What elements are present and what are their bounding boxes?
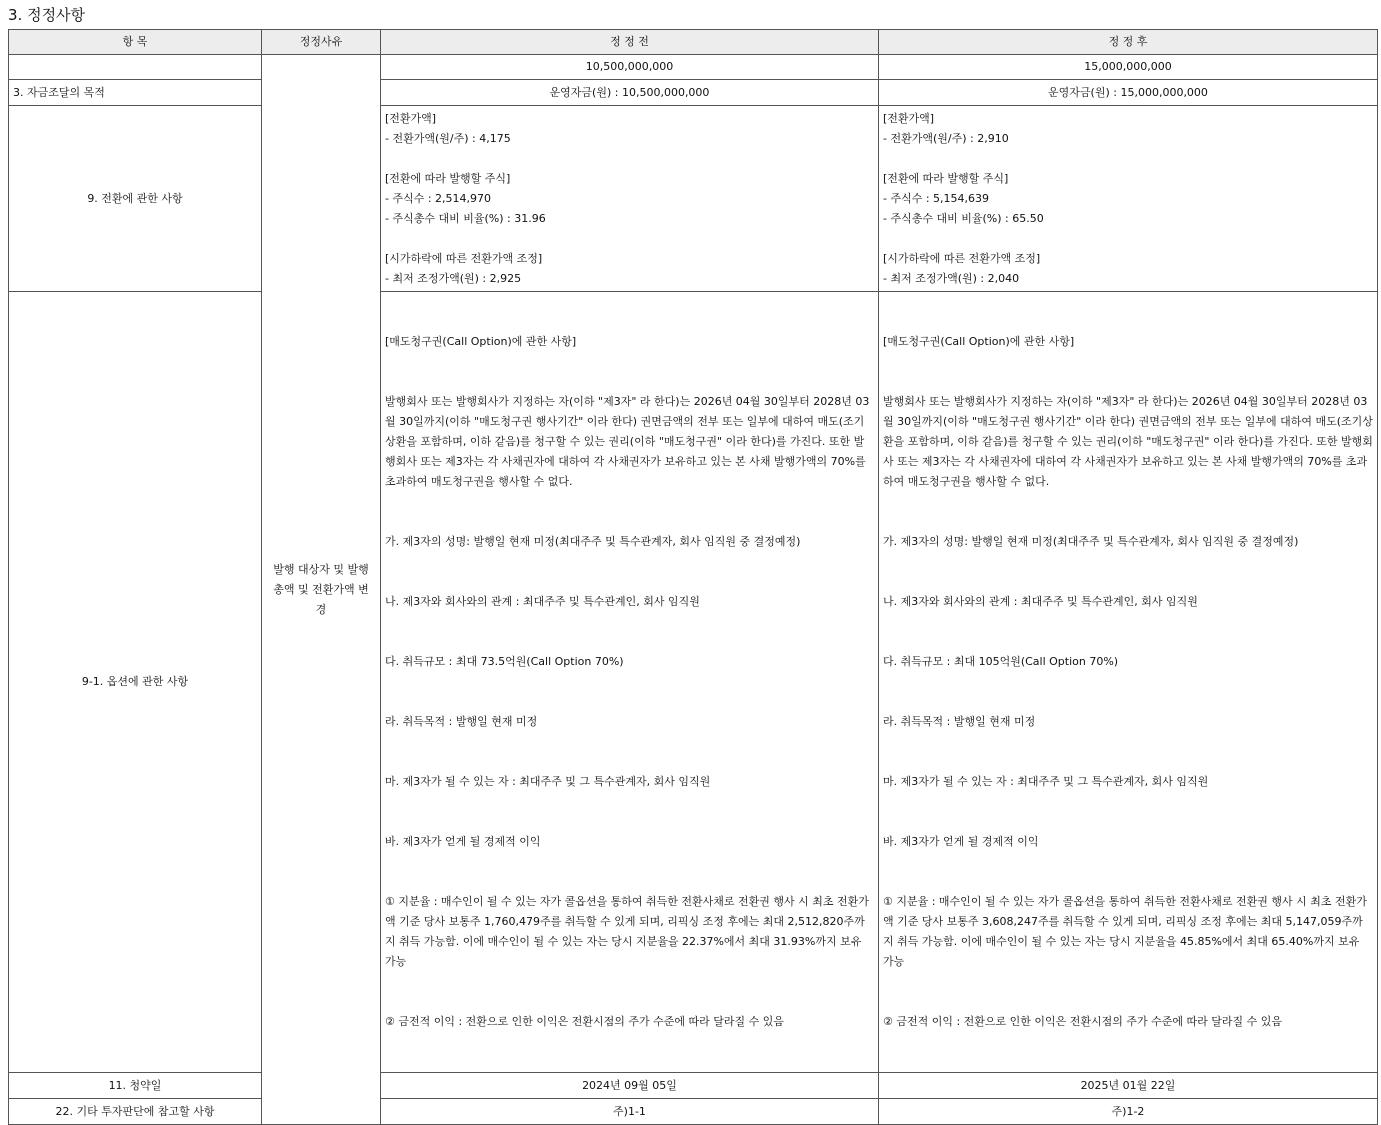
item-conversion: 9. 전환에 관한 사항 bbox=[9, 106, 262, 292]
option-ma: 마. 제3자가 될 수 있는 자 : 최대주주 및 그 특수관계자, 회사 임직원 bbox=[385, 775, 711, 788]
table-row-conversion bbox=[9, 106, 1378, 292]
option-ma: 마. 제3자가 될 수 있는 자 : 최대주주 및 그 특수관계자, 회사 임직원 bbox=[883, 775, 1209, 788]
table-row-amount bbox=[9, 55, 1378, 80]
option-na: 나. 제3자와 회사와의 관계 : 최대주주 및 특수관계인, 회사 임직원 bbox=[385, 595, 700, 608]
option-benefit-2: ② 금전적 이익 : 전환으로 인한 이익은 전환시점의 주가 수준에 따라 달라질 수 있음 bbox=[385, 1015, 785, 1028]
header-item: 항 목 bbox=[9, 30, 262, 55]
conversion-ratio: - 주식총수 대비 비율(%) : 65.50 bbox=[883, 211, 1044, 225]
after-conversion bbox=[879, 106, 1378, 292]
option-benefit-1: ① 지분율 : 매수인이 될 수 있는 자가 콜옵션을 통하여 취득한 전환사채로 전환권 행사 시 최초 전환가액 기준 당사 보통주 3,608,247주를 취득할 수 있게 되며, 리픽싱 조정 후에는 최대 5,147,059주까지 취득 가능함. 이에 매수인이 될 수 있는 자는 당시 지분율을 45.85%에서 최대 65.40%까지 보유 가능 bbox=[883, 895, 1367, 968]
table-row-subscription bbox=[9, 1073, 1378, 1099]
before-other: 주)1-1 bbox=[381, 1099, 879, 1125]
conversion-ratio: - 주식총수 대비 비율(%) : 31.96 bbox=[385, 211, 546, 225]
conversion-adjust: - 최저 조정가액(원) : 2,040 bbox=[883, 271, 1020, 285]
table-row-other bbox=[9, 1099, 1378, 1125]
option-body: 발행회사 또는 발행회사가 지정하는 자(이하 "제3자" 라 한다)는 2026년 04월 30일부터 2028년 03월 30일까지(이하 "매도청구권 행사기간" 이라 한다) 권면금액의 전부 또는 일부에 대하여 매도(조기상환을 포함하며, 이하 같음)를 청구할 수 있는 권리(이하 "매도청구권" 이라 한다)를 가진다. 또한 발행회사 또는 제3자는 각 사채권자에 대하여 각 사채권자가 보유하고 있는 본 사채 발행가액의 70%를 초과하여 매도청구권을 행사할 수 없다. bbox=[385, 395, 870, 488]
conversion-price-title: [전환가액] bbox=[883, 111, 935, 125]
header-row bbox=[9, 30, 1378, 55]
item-other: 22. 기타 투자판단에 참고할 사항 bbox=[9, 1099, 262, 1125]
item-purpose: 3. 자금조달의 목적 bbox=[9, 80, 262, 106]
conversion-shares: - 주식수 : 2,514,970 bbox=[385, 191, 492, 205]
option-ra: 라. 취득목적 : 발행일 현재 미정 bbox=[385, 715, 538, 728]
item-subscription: 11. 청약일 bbox=[9, 1073, 262, 1099]
after-subscription: 2025년 01월 22일 bbox=[879, 1073, 1378, 1099]
conversion-adjust: - 최저 조정가액(원) : 2,925 bbox=[385, 271, 522, 285]
table-row-option bbox=[9, 292, 1378, 1073]
before-amount: 10,500,000,000 bbox=[381, 55, 879, 80]
option-ba: 바. 제3자가 얻게 될 경제적 이익 bbox=[385, 835, 541, 848]
item-amount bbox=[9, 55, 262, 80]
correction-table bbox=[8, 29, 1378, 1125]
table-row-purpose bbox=[9, 80, 1378, 106]
conversion-price-title: [전환가액] bbox=[385, 111, 437, 125]
option-title: [매도청구권(Call Option)에 관한 사항] bbox=[385, 335, 577, 348]
conversion-shares: - 주식수 : 5,154,639 bbox=[883, 191, 990, 205]
before-option bbox=[381, 292, 879, 1073]
section-title: 3. 정정사항 bbox=[8, 6, 86, 24]
after-purpose: 운영자금(원) : 15,000,000,000 bbox=[879, 80, 1378, 106]
option-ba: 바. 제3자가 얻게 될 경제적 이익 bbox=[883, 835, 1039, 848]
option-ga: 가. 제3자의 성명: 발행일 현재 미정(최대주주 및 특수관계자, 회사 임직원 중 결정예정) bbox=[385, 535, 801, 548]
conversion-shares-title: [전환에 따라 발행할 주식] bbox=[883, 171, 1009, 185]
before-subscription: 2024년 09월 05일 bbox=[381, 1073, 879, 1099]
header-after: 정 정 후 bbox=[879, 30, 1378, 55]
header-before: 정 정 전 bbox=[381, 30, 879, 55]
before-purpose: 운영자금(원) : 10,500,000,000 bbox=[381, 80, 879, 106]
option-title: [매도청구권(Call Option)에 관한 사항] bbox=[883, 335, 1075, 348]
after-other: 주)1-2 bbox=[879, 1099, 1378, 1125]
after-amount: 15,000,000,000 bbox=[879, 55, 1378, 80]
item-option: 9-1. 옵션에 관한 사항 bbox=[9, 292, 262, 1073]
conversion-shares-title: [전환에 따라 발행할 주식] bbox=[385, 171, 511, 185]
option-da: 다. 취득규모 : 최대 105억원(Call Option 70%) bbox=[883, 655, 1119, 668]
conversion-adjust-title: [시가하락에 따른 전환가액 조정] bbox=[883, 251, 1041, 265]
header-reason: 정정사유 bbox=[262, 30, 381, 55]
conversion-price: - 전환가액(원/주) : 4,175 bbox=[385, 131, 511, 145]
option-benefit-2: ② 금전적 이익 : 전환으로 인한 이익은 전환시점의 주가 수준에 따라 달라질 수 있음 bbox=[883, 1015, 1283, 1028]
option-benefit-1: ① 지분율 : 매수인이 될 수 있는 자가 콜옵션을 통하여 취득한 전환사채로 전환권 행사 시 최초 전환가액 기준 당사 보통주 1,760,479주를 취득할 수 있게 되며, 리픽싱 조정 후에는 최대 2,512,820주까지 취득 가능함. 이에 매수인이 될 수 있는 자는 당시 지분율을 22.37%에서 최대 31.93%까지 보유 가능 bbox=[385, 895, 869, 968]
conversion-price: - 전환가액(원/주) : 2,910 bbox=[883, 131, 1009, 145]
conversion-adjust-title: [시가하락에 따른 전환가액 조정] bbox=[385, 251, 543, 265]
option-body: 발행회사 또는 발행회사가 지정하는 자(이하 "제3자" 라 한다)는 2026년 04월 30일부터 2028년 03월 30일까지(이하 "매도청구권 행사기간" 이라 한다) 권면금액의 전부 또는 일부에 대하여 매도(조기상환을 포함하며, 이하 같음)를 청구할 수 있는 권리(이하 "매도청구권" 이라 한다)를 가진다. 또한 발행회사 또는 제3자는 각 사채권자에 대하여 각 사채권자가 보유하고 있는 본 사채 발행가액의 70%를 초과하여 매도청구권을 행사할 수 없다. bbox=[883, 395, 1373, 488]
before-conversion bbox=[381, 106, 879, 292]
option-ga: 가. 제3자의 성명: 발행일 현재 미정(최대주주 및 특수관계자, 회사 임직원 중 결정예정) bbox=[883, 535, 1299, 548]
after-option bbox=[879, 292, 1378, 1073]
correction-reason: 발행 대상자 및 발행총액 및 전환가액 변경 bbox=[262, 55, 381, 1125]
option-da: 다. 취득규모 : 최대 73.5억원(Call Option 70%) bbox=[385, 655, 624, 668]
option-ra: 라. 취득목적 : 발행일 현재 미정 bbox=[883, 715, 1036, 728]
option-na: 나. 제3자와 회사와의 관계 : 최대주주 및 특수관계인, 회사 임직원 bbox=[883, 595, 1198, 608]
